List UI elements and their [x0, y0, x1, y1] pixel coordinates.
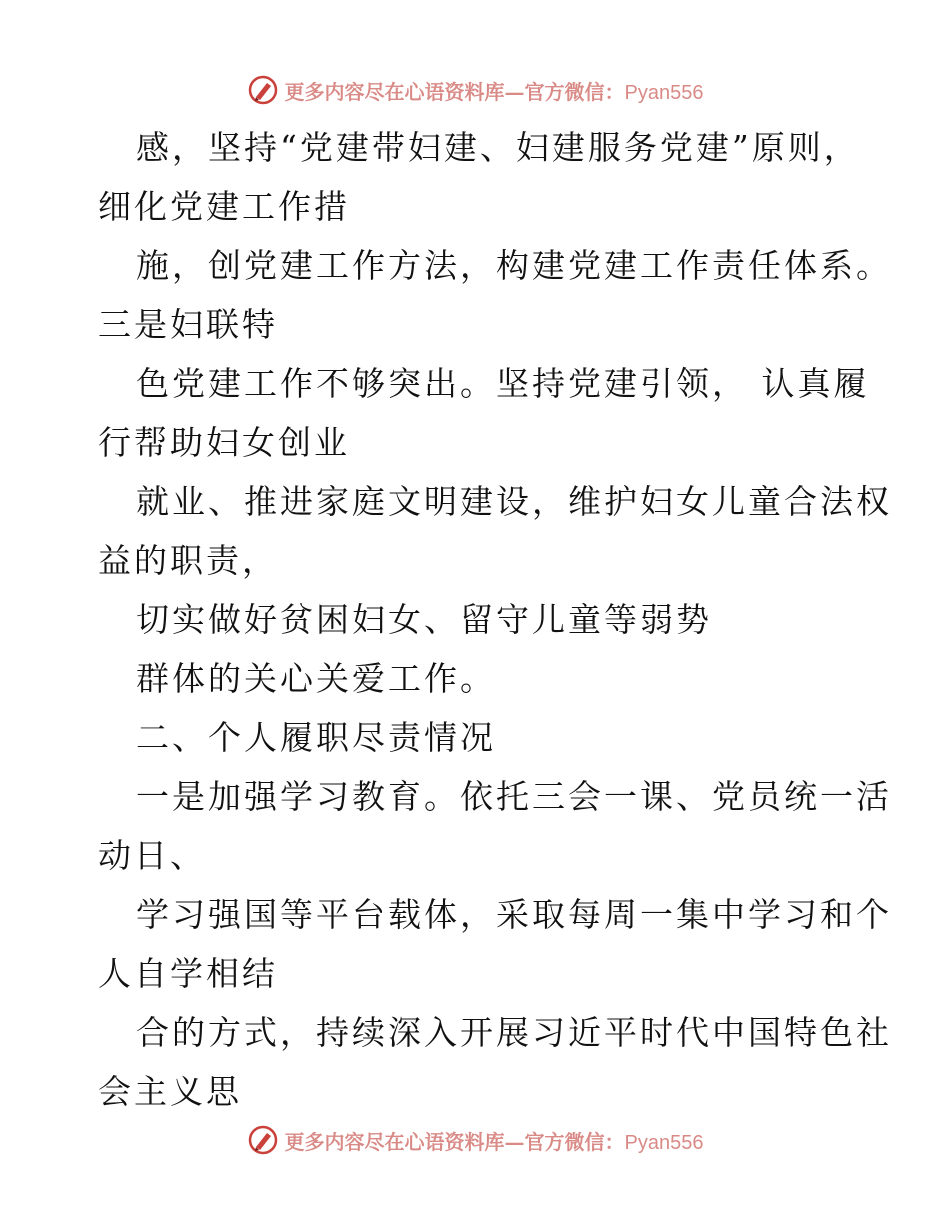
- text-line: 会主义思: [98, 1072, 242, 1111]
- text-line: 行帮助妇女创业: [98, 423, 350, 462]
- text-line: 动日、: [98, 836, 206, 875]
- watermark-text: [285, 76, 704, 105]
- text-line: 细化党建工作措: [98, 187, 350, 226]
- text-line: 合的方式，持续深入开展习近平时代中国特色社: [136, 1013, 892, 1052]
- section-heading: 二、个人履职尽责情况: [136, 718, 496, 757]
- text-line: 就业、推进家庭文明建设，维护妇女儿童合法权: [136, 482, 892, 521]
- pen-logo-icon: [247, 74, 279, 106]
- text-line: 益的职责，: [98, 541, 278, 580]
- text-line: 三是妇联特: [98, 305, 278, 344]
- watermark-text: [285, 1126, 704, 1155]
- text-line: 一是加强学习教育。依托三会一课、党员统一活: [136, 777, 892, 816]
- text-line: 色党建工作不够突出。坚持党建引领， 认真履: [136, 364, 870, 403]
- text-line: 群体的关心关爱工作。: [136, 659, 496, 698]
- header-watermark: [0, 70, 950, 110]
- watermark-label: 更多内容尽在心语资料库—官方微信：: [284, 1129, 625, 1154]
- pen-logo-icon: [247, 1124, 279, 1156]
- text-line: 学习强国等平台载体，采取每周一集中学习和个: [136, 895, 892, 934]
- text-line: 施，创党建工作方法，构建党建工作责任体系。: [136, 246, 892, 285]
- watermark-label: 更多内容尽在心语资料库—官方微信：: [284, 79, 625, 104]
- footer-watermark: [0, 1120, 950, 1160]
- text-line: 感，坚持“党建带妇建、妇建服务党建”原则，: [136, 128, 860, 167]
- body-text: [98, 118, 892, 1121]
- watermark-handle: Pyan556: [624, 81, 704, 104]
- text-line: 切实做好贫困妇女、留守儿童等弱势: [136, 600, 712, 639]
- watermark-handle: Pyan556: [624, 1131, 704, 1154]
- text-line: 人自学相结: [98, 954, 278, 993]
